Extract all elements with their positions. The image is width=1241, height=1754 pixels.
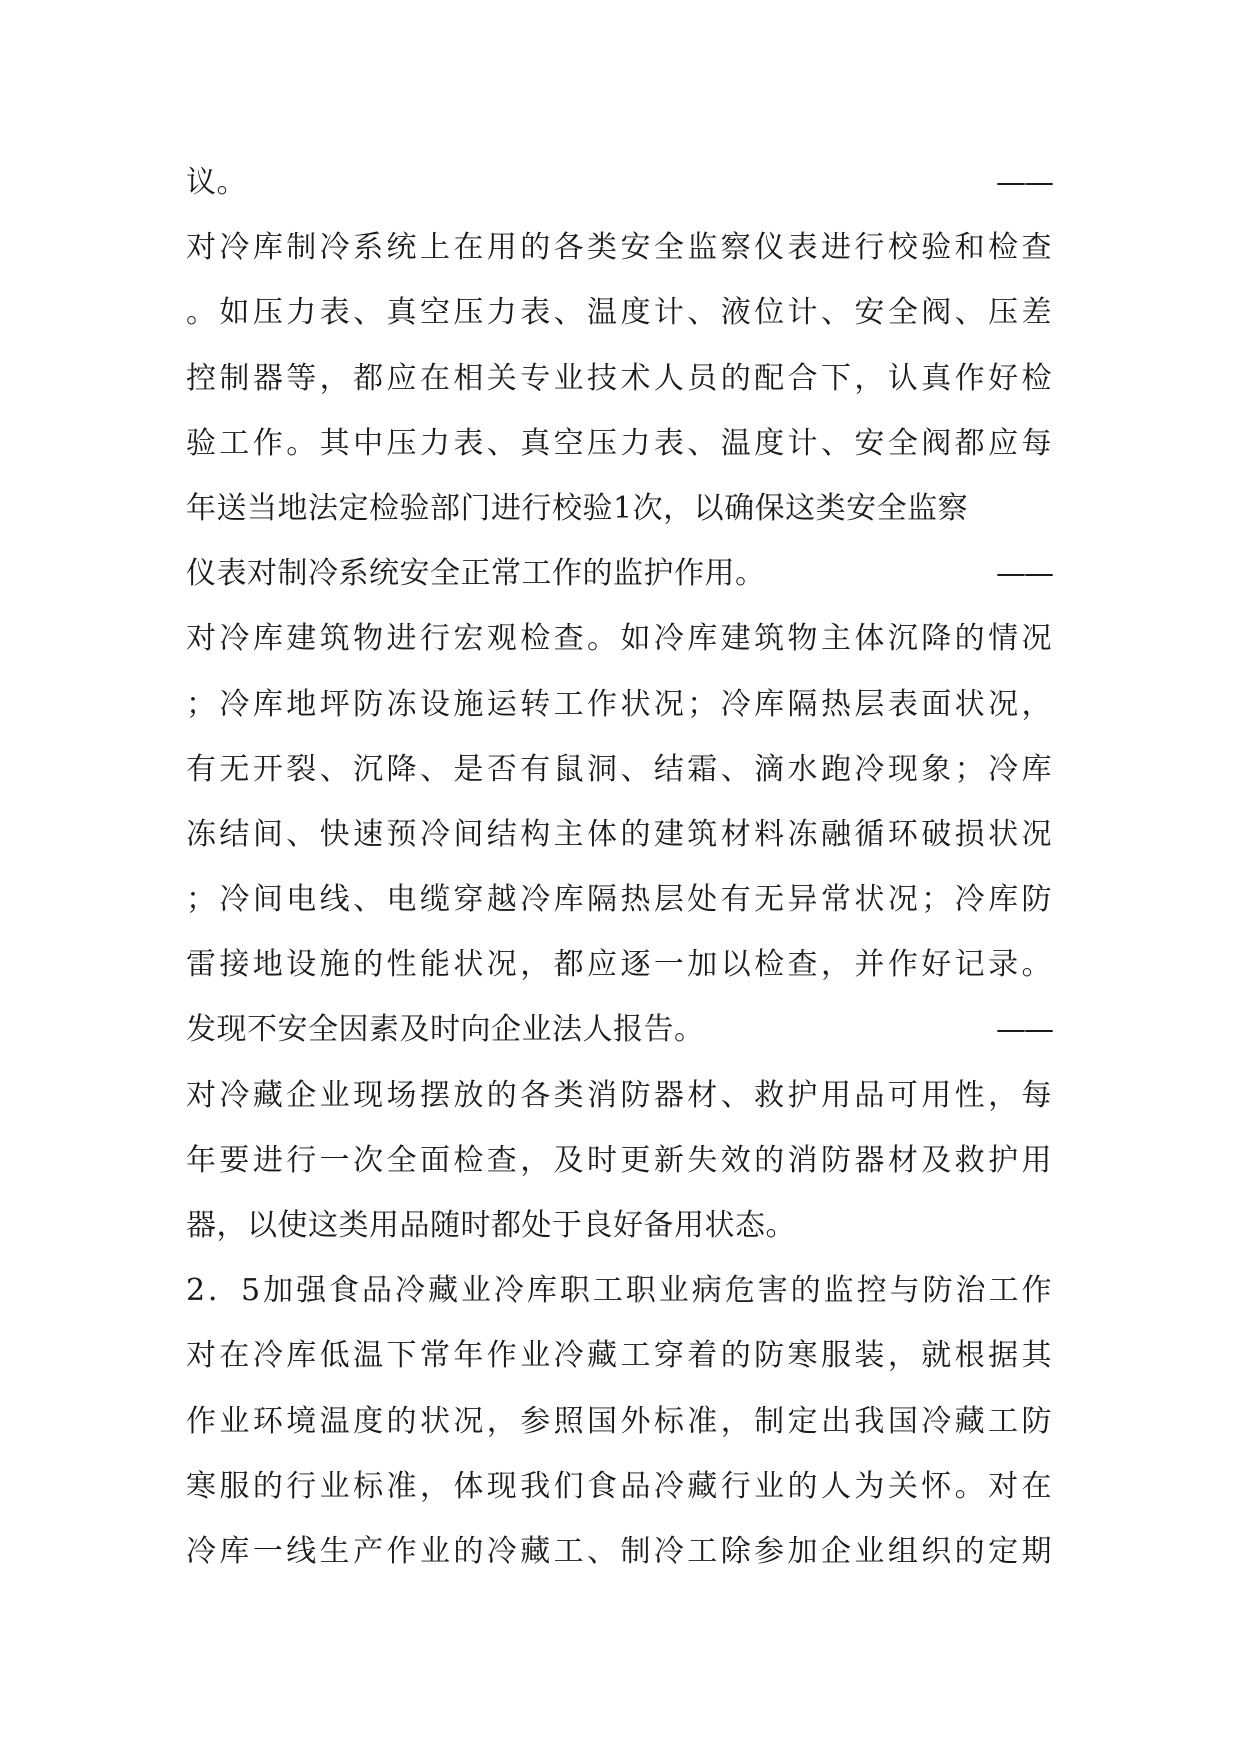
text-line: ；冷库地坪防冻设施运转工作状况；冷库隔热层表面状况， <box>186 686 1052 722</box>
text-line: 对冷库制冷系统上在用的各类安全监察仪表进行校验和检查 <box>186 230 1052 266</box>
dash-mark: —— <box>996 1012 1052 1048</box>
text-line: 议。 —— <box>186 150 1052 215</box>
text-line: 冷库一线生产作业的冷藏工、制冷工除参加企业组织的定期 <box>186 1533 1052 1569</box>
text-line: 器，以使这类用品随时都处于良好备用状态。 <box>186 1208 796 1243</box>
body-text <box>186 150 1052 1584</box>
text-line: 年送当地法定检验部门进行校验1次，以确保这类安全监察 <box>186 490 969 526</box>
text-line: 对冷库建筑物进行宏观检查。如冷库建筑物主体沉降的情况 <box>186 621 1052 657</box>
text-line: 仪表对制冷系统安全正常工作的监护作用。 —— <box>186 541 1052 606</box>
text-line: ；冷间电线、电缆穿越冷库隔热层处有无异常状况；冷库防 <box>186 882 1052 918</box>
text-line: 年要进行一次全面检查，及时更新失效的消防器材及救护用 <box>186 1142 1052 1178</box>
text-line: 对冷藏企业现场摆放的各类消防器材、救护用品可用性，每 <box>186 1077 1052 1113</box>
text-line: 寒服的行业标准，体现我们食品冷藏行业的人为关怀。对在 <box>186 1468 1052 1504</box>
text-line: 有无开裂、沉降、是否有鼠洞、结霜、滴水跑冷现象；冷库 <box>186 751 1052 787</box>
text-line: 发现不安全因素及时向企业法人报告。 —— <box>186 997 1052 1062</box>
text-line: 。如压力表、真空压力表、温度计、液位计、安全阀、压差 <box>186 295 1052 331</box>
dash-mark: —— <box>996 556 1052 592</box>
section-heading-line: 2．5加强食品冷藏业冷库职工职业病危害的监控与防治工作 <box>186 1273 1052 1309</box>
text-line: 对在冷库低温下常年作业冷藏工穿着的防寒服装，就根据其 <box>186 1338 1052 1374</box>
text-line: 验工作。其中压力表、真空压力表、温度计、安全阀都应每 <box>186 425 1052 461</box>
text-line: 作业环境温度的状况，参照国外标准，制定出我国冷藏工防 <box>186 1403 1052 1439</box>
dash-mark: —— <box>996 165 1052 200</box>
text-line: 控制器等，都应在相关专业技术人员的配合下，认真作好检 <box>186 360 1052 396</box>
text-line: 雷接地设施的性能状况，都应逐一加以检查，并作好记录。 <box>186 947 1052 983</box>
text-line: 冻结间、快速预冷间结构主体的建筑材料冻融循环破损状况 <box>186 816 1052 852</box>
